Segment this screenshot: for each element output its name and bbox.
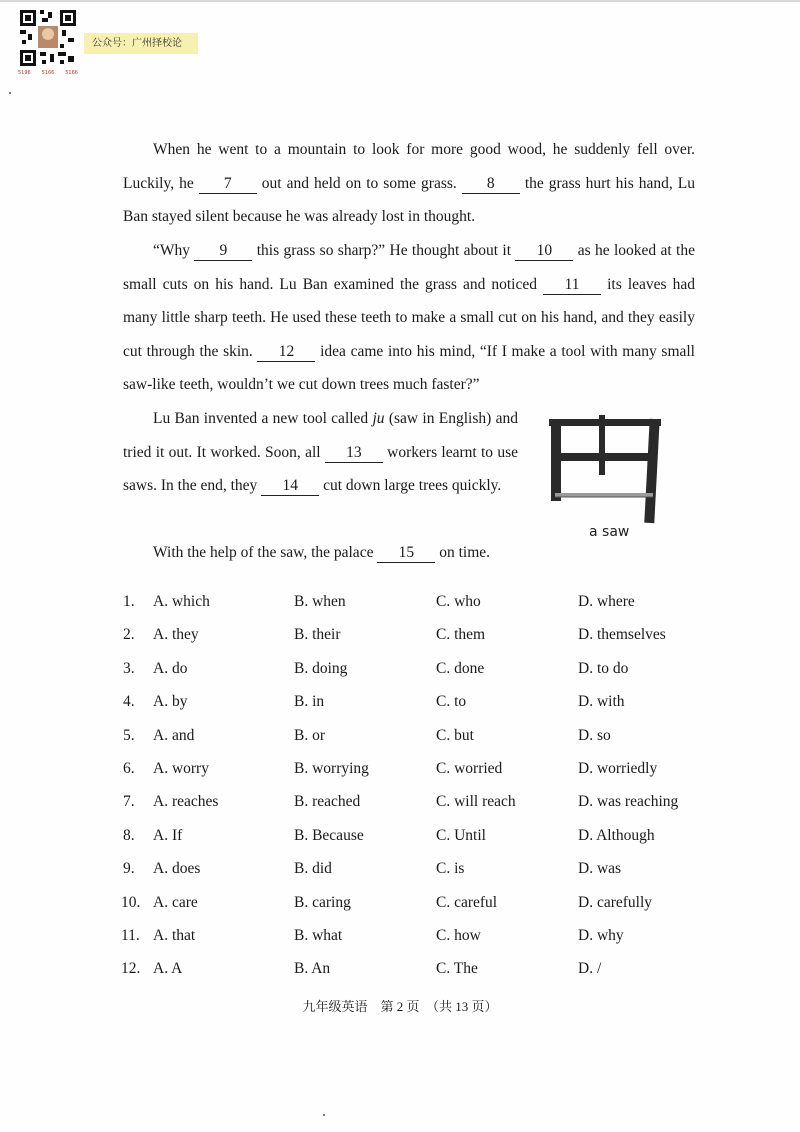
- question-number: 9.: [123, 860, 135, 878]
- option-row: [123, 955, 723, 988]
- option-a: A. which: [153, 593, 210, 610]
- option-a: A. that: [153, 926, 196, 944]
- option-b: B. what: [294, 926, 343, 944]
- option-d: D. with: [578, 693, 625, 711]
- passage-text: out and held on to some grass.: [256, 174, 462, 192]
- option-b: B. caring: [294, 893, 351, 911]
- qr-label: 5196: [18, 70, 31, 76]
- question-number: 5.: [123, 726, 135, 744]
- option-d: D. /: [578, 960, 602, 978]
- passage-text: the grass hurt his hand, Lu Ban stayed silent because he was already lost in thought.: [123, 174, 695, 225]
- option-c: C. Until: [436, 826, 486, 844]
- option-b: B. Because: [294, 826, 364, 844]
- scan-speck: [9, 92, 11, 94]
- option-d: D. why: [578, 926, 624, 944]
- qr-code-icon: [18, 8, 78, 68]
- option-c: C. is: [436, 860, 465, 878]
- option-d: D. Although: [578, 826, 655, 844]
- option-c: C. will reach: [436, 793, 516, 811]
- option-d: D. worriedly: [578, 759, 658, 777]
- option-row: [123, 588, 723, 621]
- question-number: 12.: [121, 960, 141, 978]
- option-a: A. worry: [153, 759, 209, 777]
- option-c: C. careful: [436, 893, 498, 911]
- question-number: 11.: [121, 926, 140, 944]
- qr-labels: [18, 70, 78, 76]
- option-d: D. was reaching: [578, 793, 679, 811]
- option-a: A. A: [153, 960, 183, 978]
- option-d: D. to do: [578, 659, 629, 677]
- blank-7: 7: [199, 175, 257, 194]
- blank-10: 10: [515, 242, 573, 261]
- option-c: C. who: [436, 593, 481, 610]
- question-number: 4.: [123, 693, 135, 711]
- option-d: D. where: [578, 593, 635, 610]
- option-row: [123, 922, 723, 955]
- option-d: D. themselves: [578, 626, 666, 644]
- option-row: [123, 722, 723, 755]
- blank-12: 12: [257, 343, 315, 362]
- option-d: D. was: [578, 860, 622, 878]
- options-list: [123, 588, 723, 989]
- option-d: D. carefully: [578, 893, 653, 911]
- option-b: B. or: [294, 726, 325, 744]
- page-footer: 九年级英语 第 2 页 （共 13 页）: [302, 999, 498, 1014]
- passage-text: (saw in English) and tried it out. It worked. Soon, all: [123, 410, 518, 461]
- option-b: B. in: [294, 693, 325, 711]
- option-row: [123, 855, 723, 888]
- option-a: A. do: [153, 659, 188, 677]
- saw-caption: a saw: [589, 524, 630, 540]
- passage-text: workers learnt to use saws. In the end, they: [123, 443, 519, 494]
- passage-text: as he looked at the small cuts on his hand. Lu Ban examined the grass and noticed: [123, 242, 695, 293]
- passage-text: idea came into his mind, “If I make a tool with many small saw-like teeth, wouldn’t we cut down trees much faster?”: [123, 342, 695, 393]
- option-row: [123, 755, 723, 788]
- option-c: C. The: [436, 960, 478, 978]
- question-number: 10.: [121, 893, 141, 911]
- option-b: B. doing: [294, 659, 348, 677]
- question-number: 7.: [123, 793, 135, 811]
- passage-paragraph-4: [123, 536, 695, 570]
- wechat-account-tag: 公众号：广州择校论: [84, 33, 198, 54]
- option-row: [123, 788, 723, 821]
- option-d: D. so: [578, 726, 611, 744]
- blank-15: 15: [377, 544, 435, 563]
- option-c: C. worried: [436, 759, 503, 777]
- question-number: 6.: [123, 759, 135, 777]
- scan-edge-line: [0, 0, 800, 2]
- italic-term: ju: [372, 410, 385, 427]
- option-a: A. If: [153, 826, 183, 844]
- question-number: 1.: [123, 593, 135, 610]
- option-a: A. reaches: [153, 793, 219, 811]
- option-row: [123, 889, 723, 922]
- option-c: C. but: [436, 726, 474, 744]
- passage-text: With the help of the saw, the palace: [153, 544, 378, 561]
- option-row: [123, 822, 723, 855]
- question-number: 2.: [123, 626, 135, 644]
- option-b: B. their: [294, 626, 341, 644]
- passage-paragraph-3: [123, 402, 518, 503]
- question-number: 8.: [123, 826, 135, 844]
- passage-text: Lu Ban invented a new tool called: [153, 410, 373, 427]
- option-a: A. care: [153, 893, 198, 911]
- passage-text: its leaves had many little sharp teeth. He used these teeth to make a small cut on his hand, and they easily cut through the skin.: [123, 275, 695, 360]
- blank-11: 11: [543, 276, 601, 295]
- option-b: B. when: [294, 593, 346, 610]
- option-row: [123, 688, 723, 721]
- saw-illustration: [543, 413, 673, 533]
- question-number: 3.: [123, 659, 135, 677]
- passage-text: “Why: [153, 242, 195, 259]
- scan-speck: [323, 1114, 325, 1116]
- blank-13: 13: [325, 444, 383, 463]
- option-a: A. and: [153, 726, 195, 744]
- option-c: C. how: [436, 926, 481, 944]
- passage-text: cut down large trees quickly.: [319, 477, 502, 494]
- option-a: A. does: [153, 860, 201, 878]
- passage-paragraph-1: [123, 133, 695, 234]
- passage-text: When he went to a mountain to look for more good wood, he suddenly fell over. Luckily, he: [123, 141, 695, 192]
- option-a: A. they: [153, 626, 199, 644]
- option-a: A. by: [153, 693, 188, 711]
- qr-label: 5166: [41, 70, 55, 76]
- option-row: [123, 655, 723, 688]
- blank-14: 14: [261, 477, 319, 496]
- passage-text: this grass so sharp?” He thought about it: [252, 242, 516, 259]
- option-b: B. did: [294, 860, 332, 878]
- passage-paragraph-2: [123, 234, 695, 402]
- option-b: B. worrying: [294, 759, 369, 777]
- qr-label: 5166: [65, 70, 78, 76]
- passage-text: on time.: [435, 544, 491, 561]
- option-b: B. reached: [294, 793, 361, 811]
- blank-8: 8: [462, 175, 520, 194]
- option-c: C. to: [436, 693, 467, 711]
- option-c: C. them: [436, 626, 486, 644]
- option-c: C. done: [436, 659, 485, 677]
- option-row: [123, 621, 723, 654]
- blank-9: 9: [194, 242, 252, 261]
- option-b: B. An: [294, 960, 331, 978]
